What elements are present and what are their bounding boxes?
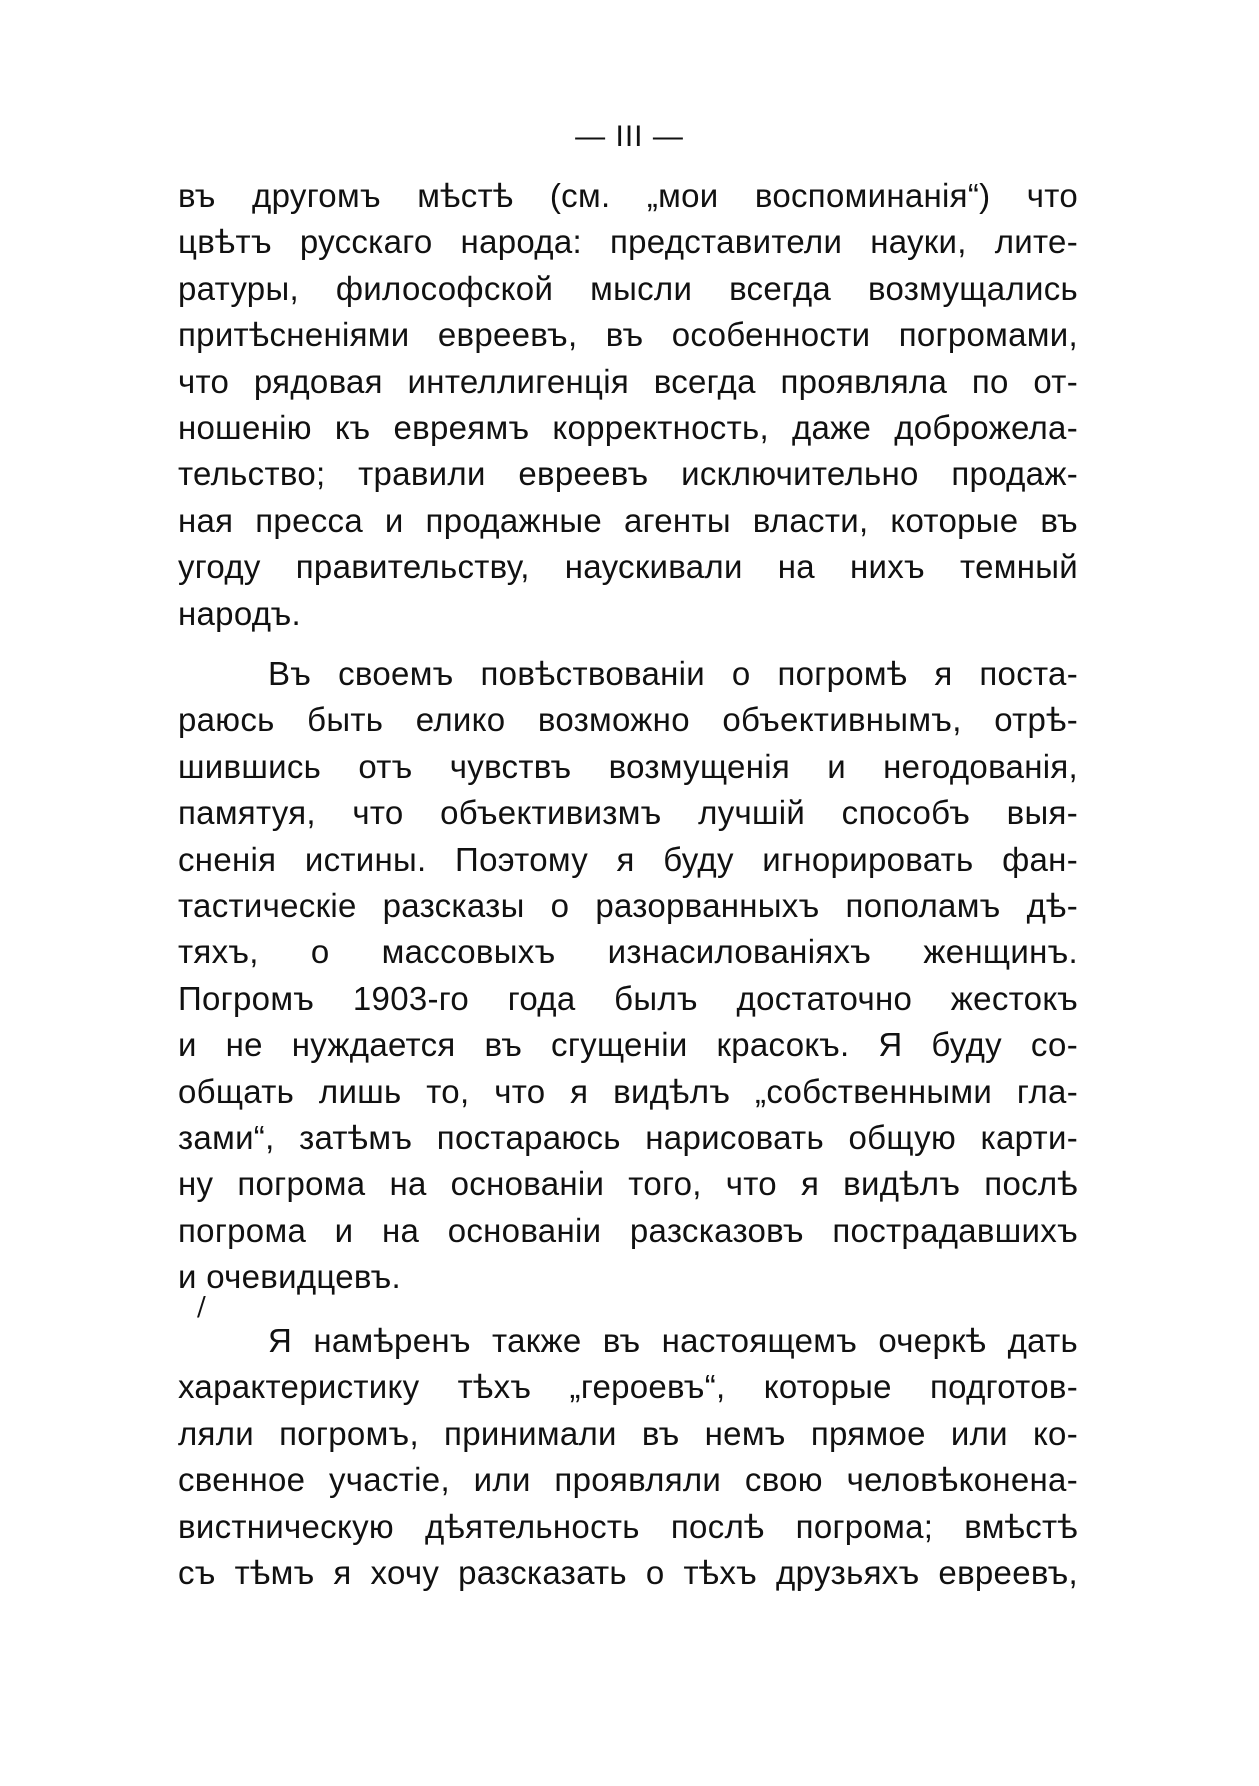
text-line: вистническую дѣятельность послѣ погрома; вмѣстѣ (178, 1507, 1078, 1545)
text-line: Я намѣренъ также въ настоящемъ очеркѣ дать (268, 1322, 1078, 1359)
paragraph-3 (178, 1318, 1078, 1596)
text-line: ну погрома на основаніи того, что я видѣлъ послѣ (178, 1165, 1078, 1203)
text-line: въ другомъ мѣстѣ (см. „мои воспоминанія“) что (178, 177, 1078, 214)
stray-mark: / (197, 1292, 206, 1322)
text-line: памятуя, что объективизмъ лучшій способъ выя- (178, 794, 1078, 832)
text-line: свенное участіе, или проявляли свою человѣконена- (178, 1461, 1078, 1499)
paragraph-1 (178, 173, 1078, 637)
text-line: угоду правительству, наускивали на нихъ темный (178, 548, 1078, 586)
text-line: ная пресса и продажные агенты власти, которые въ (178, 501, 1078, 539)
text-line: ратуры, философской мысли всегда возмущались (178, 269, 1078, 307)
text-line: общать лишь то, что я видѣлъ „собственными гла- (178, 1072, 1078, 1110)
text-line: погрома и на основаніи разсказовъ пострадавшихъ (178, 1211, 1078, 1249)
text-line: притѣсненіями евреевъ, въ особенности погромами, (178, 316, 1078, 354)
text-line: шившись отъ чувствъ возмущенія и негодованія, (178, 747, 1078, 785)
text-line: тастическіе разсказы о разорванныхъ пополамъ дѣ- (178, 886, 1078, 924)
text-line: и очевидцевъ. (178, 1258, 402, 1296)
page-number: — III — (575, 120, 684, 153)
text-line: ношенію къ евреямъ корректность, даже доброжела- (178, 408, 1078, 446)
text-line: сненія истины. Поэтому я буду игнорировать фан- (178, 840, 1078, 878)
text-line: народъ. (178, 594, 301, 632)
text-line: что рядовая интеллигенція всегда проявляла по от- (178, 362, 1078, 400)
text-line: зами“, затѣмъ постараюсь нарисовать общую карти- (178, 1118, 1078, 1156)
text-line: характеристику тѣхъ „героевъ“, которые подготов- (178, 1368, 1078, 1406)
text-line: ляли погромъ, принимали въ немъ прямое или ко- (178, 1414, 1078, 1452)
text-line: Въ своемъ повѣствованіи о погромѣ я поста- (268, 655, 1078, 692)
text-line: тельство; травили евреевъ исключительно продаж- (178, 455, 1078, 493)
text-line: съ тѣмъ я хочу разсказать о тѣхъ друзьяхъ евреевъ, (178, 1553, 1078, 1591)
text-line: и не нуждается въ сгущеніи красокъ. Я буду со- (178, 1026, 1078, 1064)
text-line: раюсь быть елико возможно объективнымъ, отрѣ- (178, 701, 1078, 739)
paragraph-2 (178, 651, 1078, 1300)
text-line: Погромъ 1903-го года былъ достаточно жестокъ (178, 979, 1078, 1017)
text-line: тяхъ, о массовыхъ изнасилованіяхъ женщинъ. (178, 933, 1078, 971)
text-line: цвѣтъ русскаго народа: представители науки, лите- (178, 223, 1078, 261)
